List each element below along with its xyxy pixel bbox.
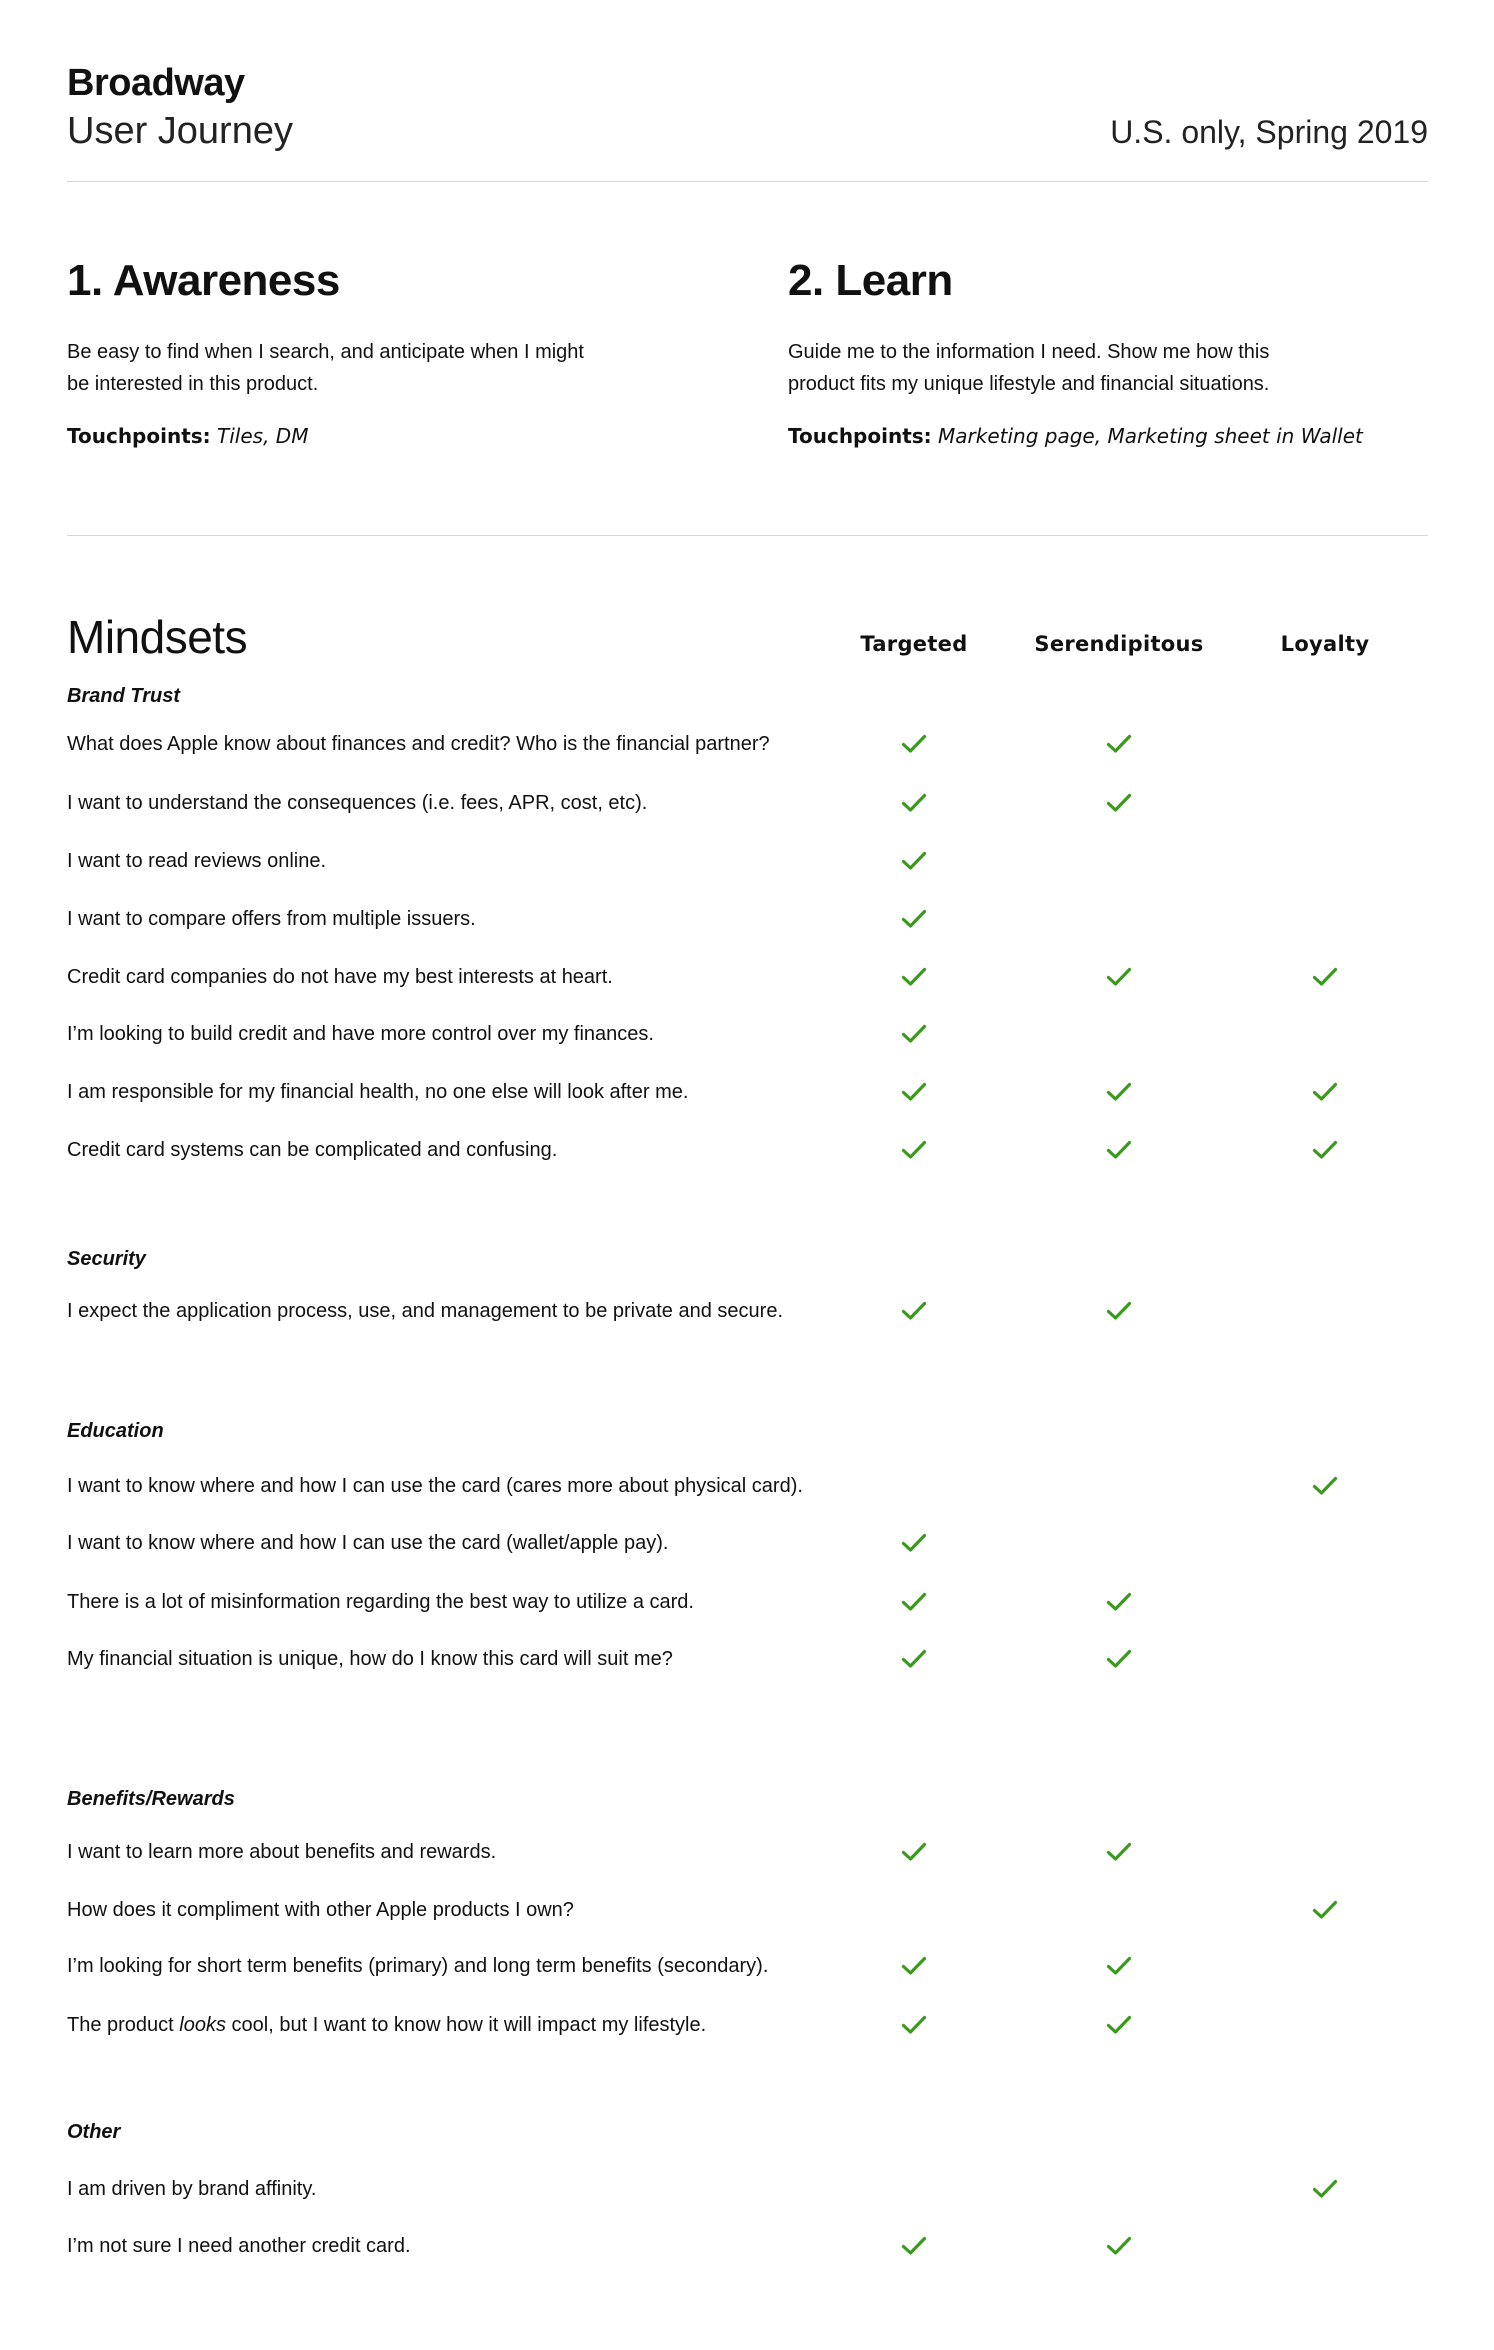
check-serendipitous-icon: [1106, 2234, 1132, 2258]
section-divider: [67, 535, 1428, 536]
category-heading: Brand Trust: [67, 685, 180, 707]
statement-emphasis: looks: [179, 2014, 226, 2036]
column-header-serendipitous: Serendipitous: [1034, 632, 1204, 656]
check-serendipitous-icon: [1106, 1954, 1132, 1978]
check-targeted-icon: [901, 907, 927, 931]
check-loyalty-icon: [1312, 2177, 1338, 2201]
check-loyalty-icon: [1312, 1898, 1338, 1922]
mindset-row: [67, 1643, 1428, 1675]
mindset-row: [67, 961, 1428, 993]
stage-touchpoints: [67, 424, 687, 448]
scope-label: U.S. only, Spring 2019: [1110, 114, 1428, 150]
stage-learn: [788, 256, 1408, 448]
mindset-row: [67, 728, 1428, 760]
check-targeted-icon: [901, 1022, 927, 1046]
mindset-statement: I am driven by brand affinity.: [67, 2178, 317, 2200]
check-targeted-icon: [901, 1840, 927, 1864]
mindset-statement: I want to compare offers from multiple issuers.: [67, 908, 476, 930]
check-loyalty-icon: [1312, 1474, 1338, 1498]
mindset-statement: I want to read reviews online.: [67, 850, 327, 872]
mindset-row: [67, 2230, 1428, 2262]
check-serendipitous-icon: [1106, 965, 1132, 989]
category-heading: Other: [67, 2121, 121, 2143]
mindset-statement: I expect the application process, use, and management to be private and secure.: [67, 1300, 783, 1322]
mindset-statement: I’m looking to build credit and have more control over my finances.: [67, 1023, 654, 1045]
mindset-row: [67, 1950, 1428, 1982]
mindset-row: [67, 845, 1428, 877]
mindset-row: [67, 2009, 1428, 2041]
check-serendipitous-icon: [1106, 791, 1132, 815]
header-divider: [67, 181, 1428, 182]
check-targeted-icon: [901, 1299, 927, 1323]
check-targeted-icon: [901, 2013, 927, 2037]
mindset-statement: What does Apple know about finances and credit? Who is the financial partner?: [67, 733, 770, 755]
page-subtitle: User Journey: [67, 110, 293, 152]
mindset-row: [67, 1295, 1428, 1327]
check-serendipitous-icon: [1106, 1840, 1132, 1864]
mindset-statement: I am responsible for my financial health, no one else will look after me.: [67, 1081, 689, 1103]
check-targeted-icon: [901, 1080, 927, 1104]
statement-part: The product: [67, 2014, 180, 2036]
touchpoints-value: Tiles, DM: [217, 424, 309, 448]
check-targeted-icon: [901, 1138, 927, 1162]
check-serendipitous-icon: [1106, 2013, 1132, 2037]
statement-part: cool, but I want to know how it will impact my lifestyle.: [226, 2014, 707, 2036]
mindset-row: [67, 1470, 1428, 1502]
check-targeted-icon: [901, 791, 927, 815]
check-targeted-icon: [901, 965, 927, 989]
mindset-row: [67, 2173, 1428, 2205]
stage-title: 1. Awareness: [67, 256, 340, 305]
category-heading: Benefits/Rewards: [67, 1788, 235, 1810]
check-loyalty-icon: [1312, 1080, 1338, 1104]
mindset-statement: I want to know where and how I can use the card (cares more about physical card).: [67, 1475, 803, 1497]
header: [67, 62, 1428, 182]
mindset-row: [67, 787, 1428, 819]
check-targeted-icon: [901, 732, 927, 756]
mindset-row: [67, 1527, 1428, 1559]
column-header-targeted: Targeted: [860, 632, 968, 656]
mindset-statement: [67, 2009, 706, 2041]
category-heading: Education: [67, 1420, 164, 1442]
mindset-statement: I’m looking for short term benefits (primary) and long term benefits (secondary).: [67, 1955, 769, 1977]
check-serendipitous-icon: [1106, 1590, 1132, 1614]
mindset-statement: There is a lot of misinformation regarding the best way to utilize a card.: [67, 1591, 694, 1613]
journey-page: [67, 0, 1428, 2350]
stage-description: Be easy to find when I search, and anticipate when I might be interested in this product.: [67, 341, 584, 395]
mindset-statement: How does it compliment with other Apple products I own?: [67, 1899, 574, 1921]
mindset-statement: I want to know where and how I can use the card (wallet/apple pay).: [67, 1532, 669, 1554]
category-heading: Security: [67, 1248, 146, 1270]
check-serendipitous-icon: [1106, 732, 1132, 756]
check-loyalty-icon: [1312, 1138, 1338, 1162]
mindset-row: [67, 1018, 1428, 1050]
stage-description: Guide me to the information I need. Show me how this product fits my unique lifestyle and financial situations.: [788, 341, 1270, 395]
check-targeted-icon: [901, 1954, 927, 1978]
mindset-statement: My financial situation is unique, how do I know this card will suit me?: [67, 1648, 673, 1670]
check-targeted-icon: [901, 2234, 927, 2258]
check-targeted-icon: [901, 849, 927, 873]
mindset-row: [67, 1586, 1428, 1618]
check-serendipitous-icon: [1106, 1138, 1132, 1162]
mindset-row: [67, 1076, 1428, 1108]
mindset-statement: Credit card systems can be complicated and confusing.: [67, 1139, 558, 1161]
mindset-row: [67, 1134, 1428, 1166]
check-loyalty-icon: [1312, 965, 1338, 989]
check-serendipitous-icon: [1106, 1647, 1132, 1671]
touchpoints-value: Marketing page, Marketing sheet in Wallet: [938, 424, 1363, 448]
mindset-statement: Credit card companies do not have my best interests at heart.: [67, 966, 613, 988]
touchpoints-label: Touchpoints:: [67, 424, 211, 448]
check-targeted-icon: [901, 1647, 927, 1671]
brand-title: Broadway: [67, 62, 245, 104]
stage-touchpoints: [788, 424, 1408, 448]
check-serendipitous-icon: [1106, 1299, 1132, 1323]
stage-title: 2. Learn: [788, 256, 953, 305]
mindset-statement: I’m not sure I need another credit card.: [67, 2235, 411, 2257]
touchpoints-label: Touchpoints:: [788, 424, 932, 448]
mindsets-title: Mindsets: [67, 611, 248, 663]
mindset-row: [67, 903, 1428, 935]
mindset-statement: I want to learn more about benefits and rewards.: [67, 1841, 497, 1863]
check-targeted-icon: [901, 1531, 927, 1555]
mindset-statement: I want to understand the consequences (i.e. fees, APR, cost, etc).: [67, 792, 648, 814]
check-targeted-icon: [901, 1590, 927, 1614]
mindset-row: [67, 1836, 1428, 1868]
mindset-row: [67, 1894, 1428, 1926]
stage-awareness: [67, 256, 687, 448]
column-header-loyalty: Loyalty: [1280, 632, 1370, 656]
check-serendipitous-icon: [1106, 1080, 1132, 1104]
